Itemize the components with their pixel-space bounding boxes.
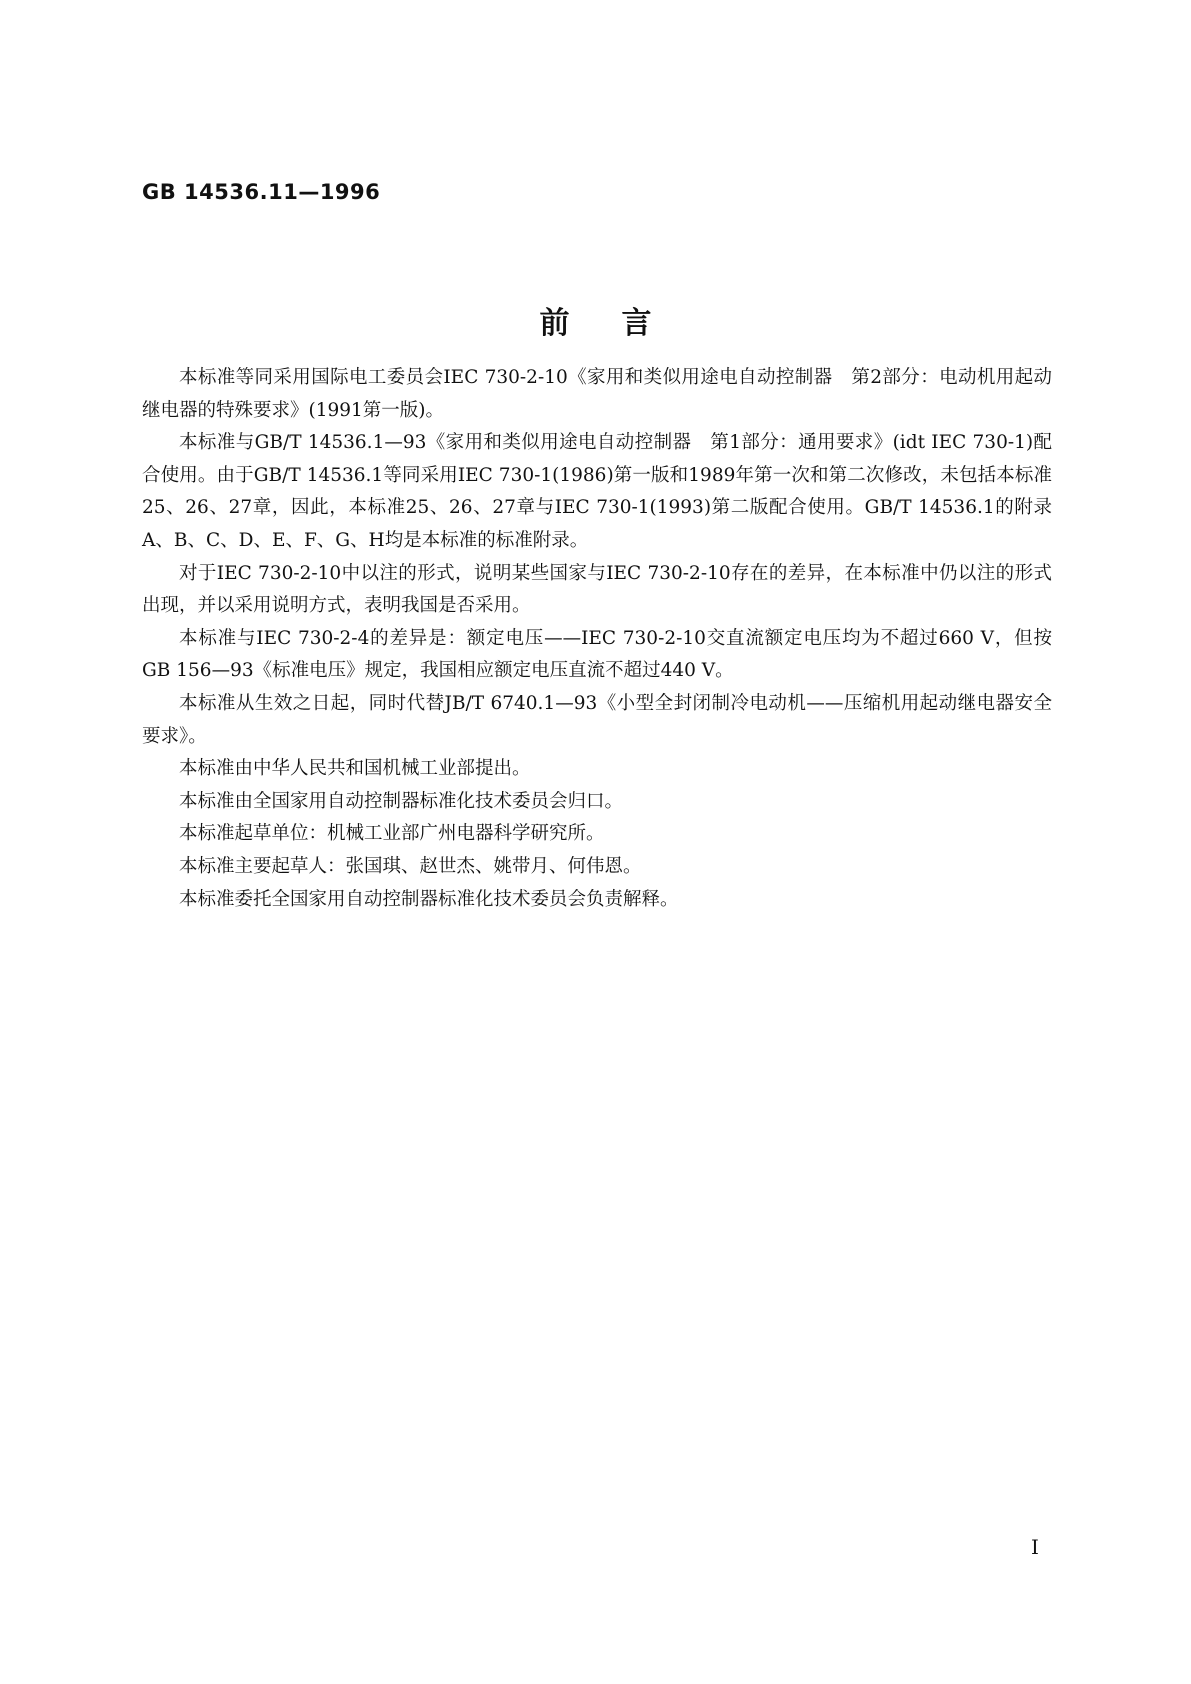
preface-body (142, 362, 1052, 916)
paragraph-2: 本标准与GB/T 14536.1—93《家用和类似用途电自动控制器 第1部分：通用要求》(idt IEC 730-1)配合使用。由于GB/T 14536.1等同采用IEC 730-1(1986)第一版和1989年第一次和第二次修改，未包括本标准25、26、27章，因此，本标准25、26、27章与IEC 730-1(1993)第二版配合使用。GB/T 14536.1的附录A、B、C、D、E、F、G、H均是本标准的标准附录。 (142, 432, 1052, 551)
paragraph-8: 本标准起草单位：机械工业部广州电器科学研究所。 (179, 823, 605, 845)
paragraph-1: 本标准等同采用国际电工委员会IEC 730-2-10《家用和类似用途电自动控制器 第2部分：电动机用起动继电器的特殊要求》(1991第一版)。 (142, 367, 1052, 421)
paragraph-7: 本标准由全国家用自动控制器标准化技术委员会归口。 (179, 790, 624, 812)
page-title: 前言 (539, 306, 704, 341)
paragraph-5: 本标准从生效之日起，同时代替JB/T 6740.1—93《小型全封闭制冷电动机——压缩机用起动继电器安全要求》。 (142, 692, 1052, 747)
standard-number: GB 14536.11—1996 (142, 180, 381, 204)
paragraph-4: 本标准与IEC 730-2-4的差异是：额定电压——IEC 730-2-10交直流额定电压均为不超过660 V，但按GB 156—93《标准电压》规定，我国相应额定电压直流不超过440 V。 (142, 627, 1052, 682)
paragraph-9: 本标准主要起草人：张国琪、赵世杰、姚带月、何伟恩。 (179, 855, 642, 877)
paragraph-6: 本标准由中华人民共和国机械工业部提出。 (179, 758, 531, 780)
paragraph-3: 对于IEC 730-2-10中以注的形式，说明某些国家与IEC 730-2-10存在的差异，在本标准中仍以注的形式出现，并以采用说明方式，表明我国是否采用。 (142, 562, 1052, 617)
paragraph-10: 本标准委托全国家用自动控制器标准化技术委员会负责解释。 (179, 888, 679, 910)
page-number: I (1031, 1535, 1039, 1559)
